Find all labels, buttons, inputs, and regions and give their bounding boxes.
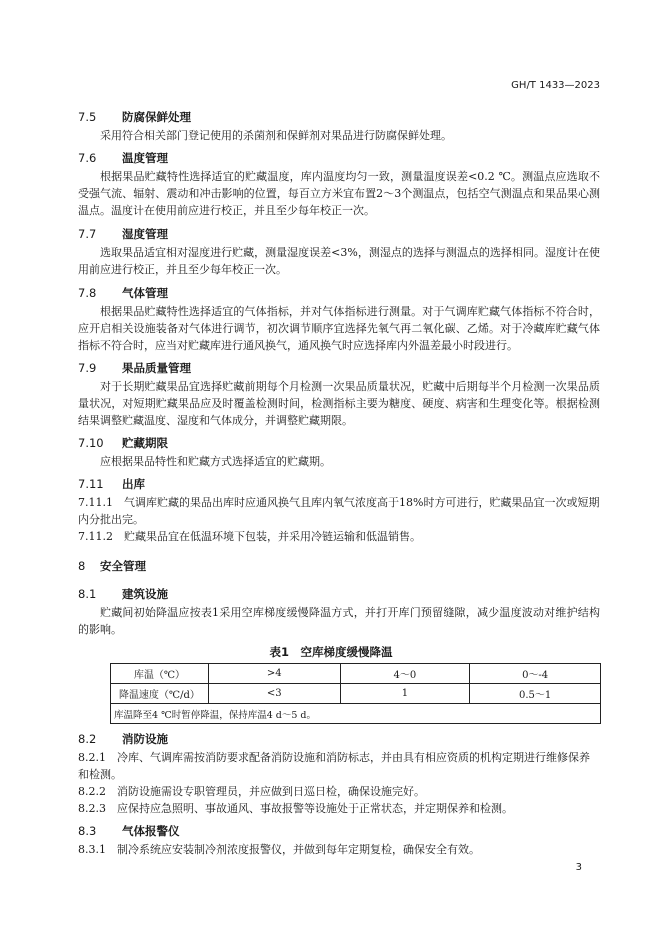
standard-code: GH/T 1433—2023: [511, 80, 600, 91]
paragraph-7-9: 对于长期贮藏果品宜选择贮藏前期每个月检测一次果品质量状况，贮藏中后期每半个月检测一次果品质量状况，对短期贮藏果品应及时覆盖检测时间，检测指标主要为糖度、硬度、病害和生理变化等。根据检测结果调整贮藏温度、湿度和气体成分，并调整贮藏期限。: [78, 380, 600, 427]
clause-text: 消防设施需设专职管理员，并应做到日巡日检，确保设施完好。: [117, 785, 425, 798]
section-number: 7.9: [78, 361, 97, 375]
clause-8-2-2: [78, 783, 600, 800]
section-title: 果品质量管理: [122, 361, 191, 375]
paragraph-7-5: 采用符合相关部门登记使用的杀菌剂和保鲜剂对果品进行防腐保鲜处理。: [100, 129, 452, 142]
heading-7-11: [78, 476, 145, 492]
heading-7-5: [78, 109, 191, 125]
table-cell: 0.5～1: [470, 684, 601, 704]
section-title: 出库: [122, 477, 145, 491]
table-cell: 降温速度（℃/d）: [111, 684, 209, 704]
clause-number: 8.3.1: [78, 843, 106, 856]
clause-text: 贮藏果品宜在低温环境下包装，并采用冷链运输和低温销售。: [124, 530, 421, 543]
clause-number: 8.2.1: [78, 751, 106, 764]
section-number: 8.2: [78, 732, 97, 746]
clause-number: 7.11.1: [78, 496, 113, 509]
heading-8: [78, 558, 146, 574]
table-cell: 0～-4: [470, 664, 601, 684]
section-title: 建筑设施: [122, 587, 168, 601]
table-cell: >4: [208, 664, 340, 684]
section-number: 7.7: [78, 227, 97, 241]
section-number: 8.3: [78, 824, 97, 838]
section-title: 温度管理: [122, 151, 168, 165]
table-cell: <3: [208, 684, 340, 704]
table-cell: 库温（℃）: [111, 664, 209, 684]
heading-8-3: [78, 823, 180, 839]
clause-number: 7.11.2: [78, 530, 113, 543]
paragraph-7-8: 根据果品贮藏特性选择适宜的气体指标，并对气体指标进行测量。对于气调库贮藏气体指标不符合时，应开启相关设施装备对气体进行调节，初次调节顺序宜选择先氧气再二氧化碳、乙烯。对于冷藏库贮藏气体指标不符合时，应当对贮藏库进行通风换气，通风换气时应选择库内外温差最小时段进行。: [78, 305, 600, 352]
section-title: 防腐保鲜处理: [122, 110, 191, 124]
section-number: 7.8: [78, 286, 97, 300]
clause-text: 应保持应急照明、事故通风、事故报警等设施处于正常状态，并定期保养和检测。: [117, 802, 513, 815]
clause-number: 8.2.2: [78, 785, 106, 798]
section-title: 湿度管理: [122, 227, 168, 241]
clause-number: 8.2.3: [78, 802, 106, 815]
clause-text: 制冷系统应安装制冷剂浓度报警仪，并做到每年定期复检，确保安全有效。: [117, 843, 480, 856]
section-title: 气体管理: [122, 286, 168, 300]
table-cell: 4～0: [340, 664, 470, 684]
section-title: 贮藏期限: [122, 436, 168, 450]
clause-8-2-1: [78, 749, 600, 783]
clause-7-11-1: [78, 494, 600, 528]
heading-7-9: [78, 360, 191, 376]
paragraph-7-7: 选取果品适宜相对湿度进行贮藏，测量湿度误差<3%，测湿点的选择与测温点的选择相同。湿度计在使用前应进行校正，并且至少每年校正一次。: [78, 246, 600, 276]
section-number: 7.10: [78, 436, 104, 450]
table-note-row: [111, 704, 601, 724]
paragraph-8-1: 贮藏间初始降温应按表1采用空库梯度缓慢降温方式，并打开库门预留缝隙，减少温度波动对维护结构的影响。: [78, 606, 600, 636]
table-row: [111, 684, 601, 704]
clause-8-2-3: [78, 800, 600, 817]
paragraph-7-10: 应根据果品特性和贮藏方式选择适宜的贮藏期。: [100, 455, 331, 468]
paragraph-7-6: 根据果品贮藏特性选择适宜的贮藏温度，库内温度均匀一致，测量温度误差<0.2 ℃。测温点应选取不受强气流、辐射、震动和冲击影响的位置，每百立方米宜布置2～3个测温点，包括空气测温点和果品果心测温点。温度计在使用前应进行校正，并且至少每年校正一次。: [78, 170, 600, 217]
heading-7-8: [78, 285, 168, 301]
heading-7-7: [78, 226, 168, 242]
section-number: 7.11: [78, 477, 104, 491]
clause-8-3-1: [78, 841, 600, 858]
section-number: 8.1: [78, 587, 97, 601]
chapter-title: 安全管理: [100, 559, 146, 573]
clause-text: 气调库贮藏的果品出库时应通风换气且库内氧气浓度高于18%时方可进行，贮藏果品宜一次或短期内分批出完。: [78, 496, 600, 526]
section-title: 气体报警仪: [122, 824, 180, 838]
clause-7-11-2: [78, 528, 600, 545]
table-row: [111, 664, 601, 684]
clause-text: 冷库、气调库需按消防要求配备消防设施和消防标志，并由具有相应资质的机构定期进行维修保养和检测。: [78, 751, 590, 781]
section-number: 7.6: [78, 151, 97, 165]
section-title: 消防设施: [122, 732, 168, 746]
heading-8-1: [78, 586, 168, 602]
heading-7-6: [78, 150, 168, 166]
table-cell: 1: [340, 684, 470, 704]
page-number: 3: [575, 862, 582, 873]
heading-8-2: [78, 731, 168, 747]
heading-7-10: [78, 435, 168, 451]
section-number: 7.5: [78, 110, 97, 124]
chapter-number: 8: [78, 559, 86, 573]
table-caption: 表1 空库梯度缓慢降温: [269, 645, 393, 659]
table-note: 库温降至4 ℃时暂停降温，保持库温4 d～5 d。: [111, 704, 601, 724]
cooling-table: [110, 663, 601, 724]
